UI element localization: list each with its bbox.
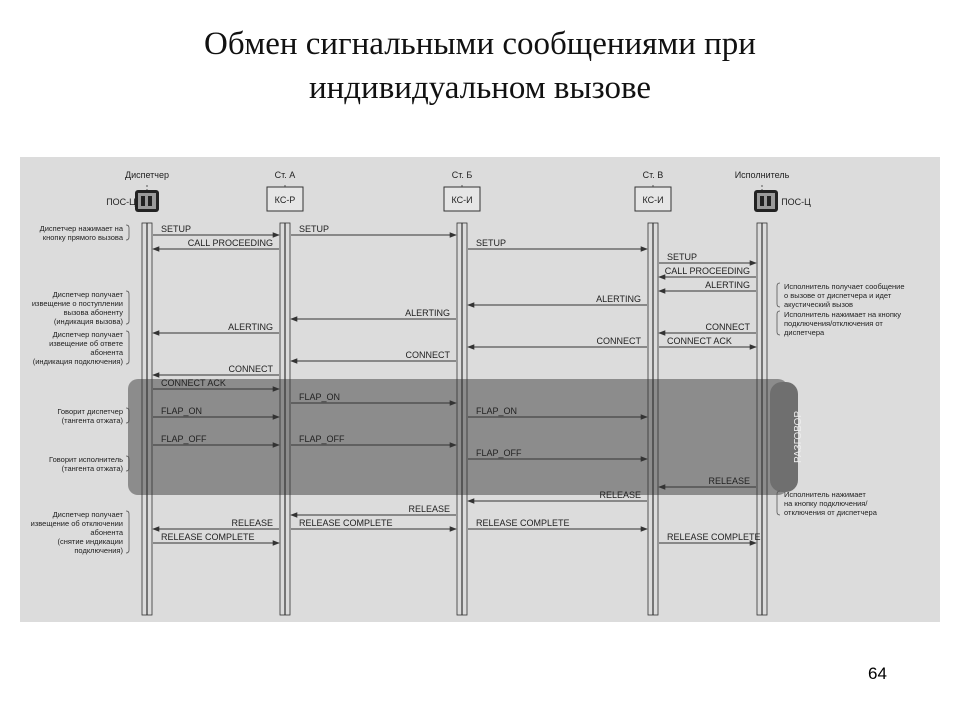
entity-label: Ст. Б (451, 170, 473, 180)
message-4 (659, 252, 756, 263)
message-label: RELEASE COMPLETE (476, 518, 570, 528)
note-line: извещение об ответе (49, 339, 123, 348)
message-label: RELEASE COMPLETE (161, 532, 255, 542)
message-label: CONNECT (405, 350, 450, 360)
sequence-diagram-svg (20, 157, 940, 622)
left-note (31, 510, 129, 555)
note-line: подключения) (74, 546, 123, 555)
message-27 (468, 518, 647, 529)
message-label: RELEASE (708, 476, 750, 486)
message-14 (153, 364, 279, 375)
message-label: RELEASE (408, 504, 450, 514)
message-label: FLAP_ON (299, 392, 341, 402)
message-label: SETUP (299, 224, 330, 234)
message-label: CONNECT (705, 322, 750, 332)
message-6 (659, 280, 756, 291)
message-12 (659, 336, 756, 347)
title-line-1: Обмен сигнальными сообщениями при (204, 26, 756, 62)
note-line: (индикация подключения) (32, 357, 123, 366)
note-line: Диспетчер получает (52, 330, 123, 339)
message-11 (468, 336, 647, 347)
message-1 (291, 224, 456, 235)
note-line: Диспетчер получает (52, 510, 123, 519)
note-line: Исполнитель нажимает на кнопку (784, 310, 902, 319)
message-label: FLAP_OFF (476, 448, 522, 458)
message-10 (659, 322, 756, 333)
message-26 (291, 518, 456, 529)
note-line: Говорит исполнитель (49, 455, 123, 464)
note-line: Диспетчер нажимает на (39, 224, 123, 233)
note-line: Говорит диспетчер (57, 407, 123, 416)
note-line: акустический вызов (784, 300, 854, 309)
note-line: диспетчера (784, 328, 825, 337)
page-title (0, 22, 960, 110)
entity-box-label: ПОС-Ц (781, 197, 811, 207)
message-label: SETUP (476, 238, 507, 248)
message-label: CONNECT (228, 364, 273, 374)
title-line-2: индивидуальном вызове (308, 70, 652, 106)
message-label: FLAP_OFF (161, 434, 207, 444)
note-line: о вызове от диспетчера и идет (784, 291, 892, 300)
talk-label: РАЗГОВОР (793, 410, 804, 464)
message-label: FLAP_ON (476, 406, 518, 416)
note-line: абонента (90, 348, 123, 357)
note-line: извещение о поступлении (31, 299, 123, 308)
note-line: на кнопку подключения/ (784, 499, 868, 508)
message-label: RELEASE (599, 490, 641, 500)
left-note (32, 290, 129, 326)
console-icon (754, 190, 778, 212)
talk-band (128, 379, 788, 495)
message-label: CONNECT ACK (161, 378, 226, 388)
message-7 (468, 294, 647, 305)
message-label: RELEASE (231, 518, 273, 528)
console-icon (135, 190, 159, 212)
note-line: (индикация вызова) (53, 317, 123, 326)
note-line: (тангента отжата) (61, 416, 123, 425)
entity-label: Диспетчер (124, 170, 170, 180)
message-29 (153, 532, 279, 543)
message-label: RELEASE COMPLETE (667, 532, 761, 542)
entity-label: Ст. А (274, 170, 296, 180)
message-3 (468, 238, 647, 249)
note-line: Исполнитель получает сообщение (784, 282, 905, 291)
message-label: FLAP_ON (161, 406, 203, 416)
note-line: подключения/отключения от (784, 319, 883, 328)
message-28 (659, 532, 761, 543)
message-24 (291, 504, 456, 515)
message-label: ALERTING (596, 294, 641, 304)
message-5 (659, 266, 756, 277)
right-note (777, 282, 905, 309)
note-brace (126, 331, 129, 364)
entity-box-label: КС-И (642, 195, 664, 205)
note-brace (126, 225, 129, 240)
message-0 (153, 224, 279, 235)
note-line: Диспетчер получает (52, 290, 123, 299)
note-line: (снятие индикации (57, 537, 123, 546)
message-13 (291, 350, 456, 361)
left-note (49, 455, 129, 473)
note-brace (777, 283, 780, 307)
message-label: ALERTING (228, 322, 273, 332)
message-label: CONNECT (596, 336, 641, 346)
message-label: ALERTING (405, 308, 450, 318)
note-line: абонента (90, 528, 123, 537)
entity-box-label: КС-И (451, 195, 473, 205)
sequence-diagram (20, 157, 940, 622)
message-25 (153, 518, 279, 529)
note-line: кнопку прямого вызова (42, 233, 123, 242)
right-note (777, 310, 901, 337)
message-label: CALL PROCEEDING (664, 266, 750, 276)
left-note (57, 407, 129, 425)
message-label: SETUP (667, 252, 698, 262)
message-label: CALL PROCEEDING (187, 238, 273, 248)
note-line: Исполнитель нажимает (784, 490, 866, 499)
message-label: FLAP_OFF (299, 434, 345, 444)
page-number: 64 (868, 664, 887, 683)
entity-label: Ст. В (642, 170, 664, 180)
message-label: ALERTING (705, 280, 750, 290)
note-brace (777, 311, 780, 335)
entity-box-label: КС-Р (274, 195, 296, 205)
note-brace (126, 511, 129, 553)
message-9 (153, 322, 279, 333)
message-label: RELEASE COMPLETE (299, 518, 393, 528)
entity-label: Исполнитель (734, 170, 790, 180)
entity-box-label: ПОС-Ц (106, 197, 136, 207)
message-2 (153, 238, 279, 249)
note-brace (126, 291, 129, 324)
left-note (33, 330, 129, 366)
message-8 (291, 308, 456, 319)
right-note (777, 490, 878, 517)
note-line: отключения от диспетчера (784, 508, 877, 517)
note-line: вызова абоненту (63, 308, 123, 317)
note-line: (тангента отжата) (61, 464, 123, 473)
left-note (40, 224, 129, 242)
note-line: извещение об отключении (30, 519, 123, 528)
message-label: SETUP (161, 224, 192, 234)
message-label: CONNECT ACK (667, 336, 732, 346)
